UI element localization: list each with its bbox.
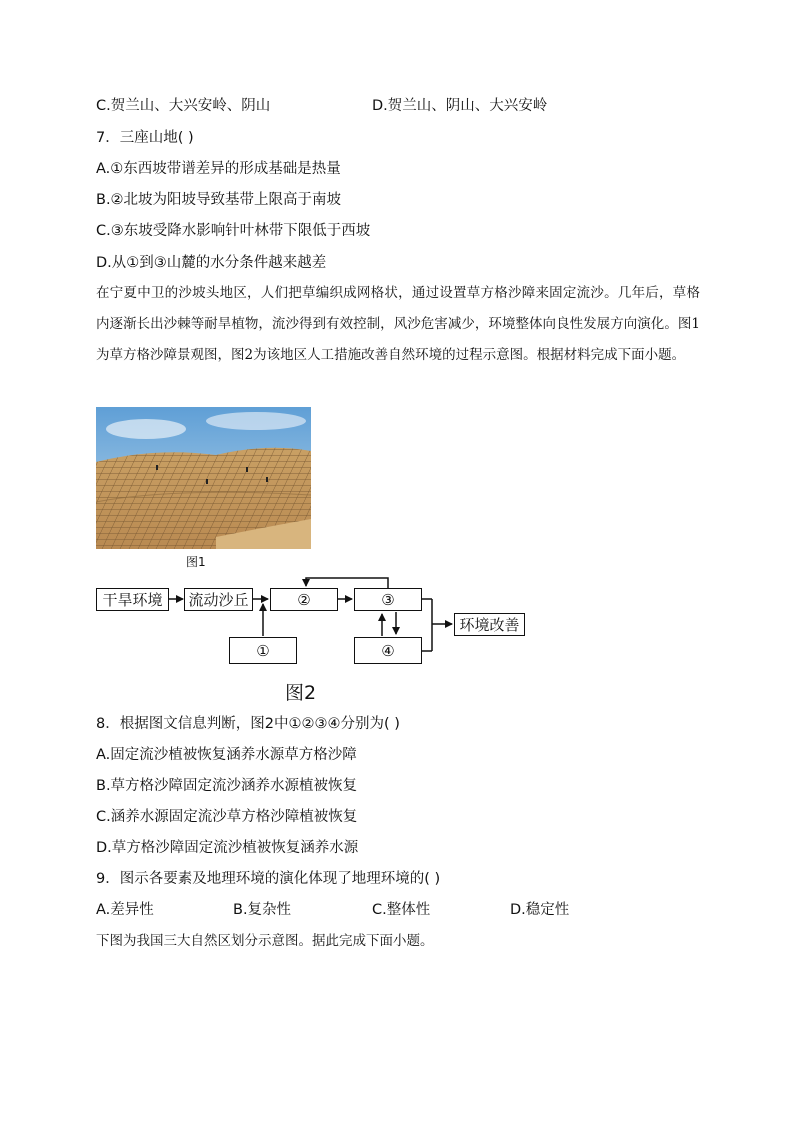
box-moving-dunes: 流动沙丘 [184, 588, 253, 611]
q8-option-d: D.草方格沙障固定流沙植被恢复涵养水源 [96, 840, 359, 856]
q9-option-d: D.稳定性 [510, 902, 570, 918]
q9-option-b: B.复杂性 [233, 902, 292, 918]
q8-option-c: C.涵养水源固定流沙草方格沙障植被恢复 [96, 809, 358, 825]
q7-option-d: D.从①到③山麓的水分条件越来越差 [96, 255, 327, 271]
box-2: ② [270, 588, 338, 611]
q9-option-a: A.差异性 [96, 902, 154, 918]
q8-option-b: B.草方格沙障固定流沙涵养水源植被恢复 [96, 778, 358, 794]
box-1: ① [229, 637, 297, 664]
q8-stem: 8．根据图文信息判断，图2中①②③④分别为( ) [96, 716, 400, 732]
sand-barrier-photo [96, 407, 311, 549]
q7-option-a: A.①东西坡带谱差异的形成基础是热量 [96, 161, 341, 177]
passage-sand-barrier: 在宁夏中卫的沙坡头地区，人们把草编织成网格状，通过设置草方格沙障来固定流沙。几年后，草格内逐渐长出沙棘等耐旱植物，流沙得到有效控制，风沙危害减少，环境整体向良性发展方向演化。图1为草方格沙障景观图，图2为该地区人工措施改善自然环境的过程示意图。根据材料完成下面小题。 [96, 285, 700, 363]
q7-stem: 7．三座山地( ) [96, 130, 194, 146]
box-4: ④ [354, 637, 422, 664]
q8-option-a: A.固定流沙植被恢复涵养水源草方格沙障 [96, 747, 357, 763]
box-drought-environment: 干旱环境 [96, 588, 169, 611]
passage-natural-regions: 下图为我国三大自然区划分示意图。据此完成下面小题。 [96, 933, 434, 949]
box-environment-improved: 环境改善 [454, 613, 525, 636]
q7-option-c: C.③东坡受降水影响针叶林带下限低于西坡 [96, 223, 371, 239]
figure1-caption: 图1 [186, 555, 206, 569]
q6-option-c: C.贺兰山、大兴安岭、阴山 [96, 98, 271, 114]
figure2-caption: 图2 [285, 682, 317, 704]
q6-option-d: D.贺兰山、阴山、大兴安岭 [372, 98, 548, 114]
q7-option-b: B.②北坡为阳坡导致基带上限高于南坡 [96, 192, 342, 208]
q9-option-c: C.整体性 [372, 902, 431, 918]
q9-stem: 9．图示各要素及地理环境的演化体现了地理环境的( ) [96, 871, 441, 887]
box-3: ③ [354, 588, 422, 611]
